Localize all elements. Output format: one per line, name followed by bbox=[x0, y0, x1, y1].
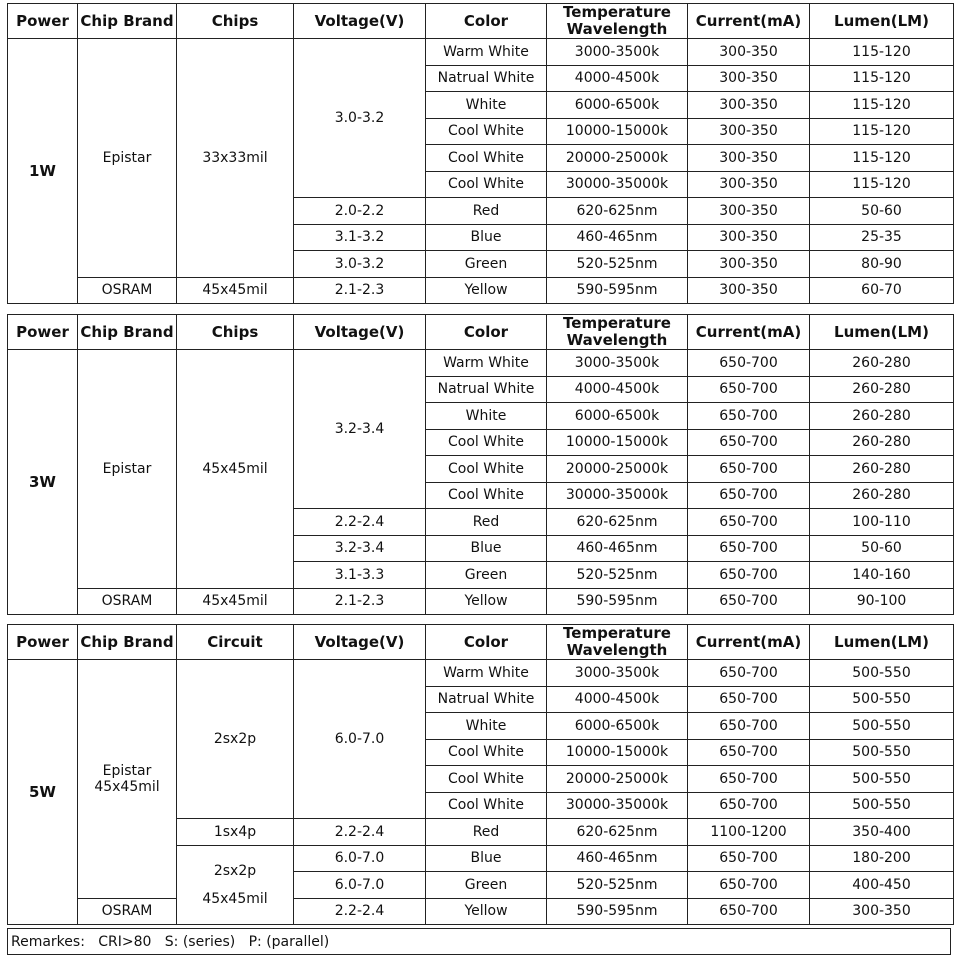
lumen-cell: 400-450 bbox=[810, 872, 954, 899]
color-cell: Natrual White bbox=[426, 376, 547, 403]
circuit-cell bbox=[177, 845, 294, 925]
header-voltage: Voltage(V) bbox=[294, 4, 426, 39]
voltage-cell: 3.1-3.2 bbox=[294, 224, 426, 251]
header-lumen: Lumen(LM) bbox=[810, 4, 954, 39]
header-chips: Chips bbox=[177, 315, 294, 350]
temp-cell: 3000-3500k bbox=[547, 350, 688, 377]
table-header-row bbox=[8, 625, 954, 660]
temp-cell: 30000-35000k bbox=[547, 792, 688, 819]
current-cell: 650-700 bbox=[688, 535, 810, 562]
lumen-cell: 100-110 bbox=[810, 509, 954, 536]
lumen-cell: 115-120 bbox=[810, 145, 954, 172]
lumen-cell: 80-90 bbox=[810, 251, 954, 278]
temp-cell: 590-595nm bbox=[547, 277, 688, 304]
current-cell: 650-700 bbox=[688, 686, 810, 713]
voltage-cell: 2.1-2.3 bbox=[294, 277, 426, 304]
remarks: Remarkes: CRI>80 S: (series) P: (parallel) bbox=[7, 928, 951, 955]
color-cell: Green bbox=[426, 562, 547, 589]
current-cell: 300-350 bbox=[688, 277, 810, 304]
table-header-row bbox=[8, 4, 954, 39]
lumen-cell: 350-400 bbox=[810, 819, 954, 846]
current-cell: 650-700 bbox=[688, 766, 810, 793]
voltage-cell: 3.2-3.4 bbox=[294, 350, 426, 509]
color-cell: Cool White bbox=[426, 145, 547, 172]
temp-cell: 620-625nm bbox=[547, 819, 688, 846]
current-cell: 650-700 bbox=[688, 403, 810, 430]
color-cell: Red bbox=[426, 509, 547, 536]
voltage-cell: 6.0-7.0 bbox=[294, 845, 426, 872]
lumen-cell: 260-280 bbox=[810, 376, 954, 403]
chips-cell: 33x33mil bbox=[177, 39, 294, 278]
current-cell: 300-350 bbox=[688, 39, 810, 66]
current-cell: 650-700 bbox=[688, 429, 810, 456]
chip-brand-size: 45x45mil bbox=[94, 778, 160, 795]
temp-cell: 20000-25000k bbox=[547, 766, 688, 793]
lumen-cell: 260-280 bbox=[810, 482, 954, 509]
header-color: Color bbox=[426, 315, 547, 350]
temp-cell: 4000-4500k bbox=[547, 376, 688, 403]
temp-cell: 460-465nm bbox=[547, 224, 688, 251]
color-cell: Cool White bbox=[426, 766, 547, 793]
current-cell: 650-700 bbox=[688, 588, 810, 615]
header-current: Current(mA) bbox=[688, 625, 810, 660]
lumen-cell: 115-120 bbox=[810, 118, 954, 145]
current-cell: 650-700 bbox=[688, 509, 810, 536]
temp-cell: 3000-3500k bbox=[547, 660, 688, 687]
chip-brand-cell: OSRAM bbox=[78, 277, 177, 304]
temp-cell: 520-525nm bbox=[547, 562, 688, 589]
color-cell: Green bbox=[426, 251, 547, 278]
color-cell: Yellow bbox=[426, 588, 547, 615]
lumen-cell: 260-280 bbox=[810, 403, 954, 430]
current-cell: 1100-1200 bbox=[688, 819, 810, 846]
color-cell: Natrual White bbox=[426, 686, 547, 713]
temp-cell: 460-465nm bbox=[547, 535, 688, 562]
power-cell: 3W bbox=[8, 350, 78, 615]
lumen-cell: 115-120 bbox=[810, 92, 954, 119]
color-cell: Cool White bbox=[426, 482, 547, 509]
lumen-cell: 260-280 bbox=[810, 429, 954, 456]
header-temperature: Temperature Wavelength bbox=[547, 315, 688, 350]
lumen-cell: 115-120 bbox=[810, 39, 954, 66]
voltage-cell: 6.0-7.0 bbox=[294, 872, 426, 899]
circuit-value: 2sx2p bbox=[213, 862, 257, 879]
current-cell: 650-700 bbox=[688, 739, 810, 766]
lumen-cell: 260-280 bbox=[810, 350, 954, 377]
current-cell: 650-700 bbox=[688, 350, 810, 377]
lumen-cell: 500-550 bbox=[810, 739, 954, 766]
temp-cell: 590-595nm bbox=[547, 898, 688, 925]
color-cell: Green bbox=[426, 872, 547, 899]
color-cell: Cool White bbox=[426, 171, 547, 198]
table-row bbox=[8, 277, 954, 304]
color-cell: Blue bbox=[426, 845, 547, 872]
header-color: Color bbox=[426, 4, 547, 39]
current-cell: 650-700 bbox=[688, 562, 810, 589]
voltage-cell: 3.0-3.2 bbox=[294, 251, 426, 278]
lumen-cell: 115-120 bbox=[810, 171, 954, 198]
voltage-cell: 2.2-2.4 bbox=[294, 509, 426, 536]
lumen-cell: 500-550 bbox=[810, 713, 954, 740]
voltage-cell: 2.2-2.4 bbox=[294, 819, 426, 846]
power-cell: 5W bbox=[8, 660, 78, 925]
voltage-cell: 3.1-3.3 bbox=[294, 562, 426, 589]
header-chip-brand: Chip Brand bbox=[78, 4, 177, 39]
header-voltage: Voltage(V) bbox=[294, 315, 426, 350]
lumen-cell: 50-60 bbox=[810, 535, 954, 562]
voltage-cell: 3.0-3.2 bbox=[294, 39, 426, 198]
voltage-cell: 6.0-7.0 bbox=[294, 660, 426, 819]
temp-cell: 620-625nm bbox=[547, 198, 688, 225]
current-cell: 650-700 bbox=[688, 660, 810, 687]
lumen-cell: 260-280 bbox=[810, 456, 954, 483]
temp-cell: 20000-25000k bbox=[547, 145, 688, 172]
temp-cell: 10000-15000k bbox=[547, 118, 688, 145]
header-power: Power bbox=[8, 315, 78, 350]
lumen-cell: 500-550 bbox=[810, 792, 954, 819]
color-cell: Warm White bbox=[426, 39, 547, 66]
lumen-cell: 90-100 bbox=[810, 588, 954, 615]
current-cell: 650-700 bbox=[688, 456, 810, 483]
current-cell: 650-700 bbox=[688, 713, 810, 740]
table-row bbox=[8, 350, 954, 377]
color-cell: Cool White bbox=[426, 739, 547, 766]
voltage-cell: 3.2-3.4 bbox=[294, 535, 426, 562]
chips-cell: 45x45mil bbox=[177, 350, 294, 589]
chip-brand-cell bbox=[78, 660, 177, 899]
current-cell: 300-350 bbox=[688, 118, 810, 145]
temp-cell: 590-595nm bbox=[547, 588, 688, 615]
current-cell: 300-350 bbox=[688, 224, 810, 251]
current-cell: 300-350 bbox=[688, 145, 810, 172]
current-cell: 300-350 bbox=[688, 171, 810, 198]
current-cell: 300-350 bbox=[688, 251, 810, 278]
color-cell: Blue bbox=[426, 535, 547, 562]
table-row bbox=[8, 898, 954, 925]
temp-cell: 10000-15000k bbox=[547, 429, 688, 456]
temp-cell: 520-525nm bbox=[547, 872, 688, 899]
current-cell: 300-350 bbox=[688, 92, 810, 119]
color-cell: White bbox=[426, 92, 547, 119]
lumen-cell: 115-120 bbox=[810, 65, 954, 92]
table-header-row bbox=[8, 315, 954, 350]
color-cell: Yellow bbox=[426, 898, 547, 925]
voltage-cell: 2.1-2.3 bbox=[294, 588, 426, 615]
chips-cell: 45x45mil bbox=[177, 277, 294, 304]
power-cell: 1W bbox=[8, 39, 78, 304]
lumen-cell: 500-550 bbox=[810, 686, 954, 713]
temp-cell: 6000-6500k bbox=[547, 92, 688, 119]
temp-cell: 20000-25000k bbox=[547, 456, 688, 483]
color-cell: Red bbox=[426, 198, 547, 225]
temp-cell: 520-525nm bbox=[547, 251, 688, 278]
lumen-cell: 140-160 bbox=[810, 562, 954, 589]
temp-cell: 10000-15000k bbox=[547, 739, 688, 766]
header-power: Power bbox=[8, 4, 78, 39]
spec-table-5w bbox=[7, 624, 954, 925]
temp-cell: 3000-3500k bbox=[547, 39, 688, 66]
header-chips: Chips bbox=[177, 4, 294, 39]
header-lumen: Lumen(LM) bbox=[810, 625, 954, 660]
lumen-cell: 60-70 bbox=[810, 277, 954, 304]
color-cell: Cool White bbox=[426, 429, 547, 456]
lumen-cell: 500-550 bbox=[810, 766, 954, 793]
header-power: Power bbox=[8, 625, 78, 660]
temp-cell: 30000-35000k bbox=[547, 482, 688, 509]
color-cell: Cool White bbox=[426, 792, 547, 819]
temp-cell: 6000-6500k bbox=[547, 403, 688, 430]
circuit-cell: 2sx2p bbox=[177, 660, 294, 819]
color-cell: Warm White bbox=[426, 350, 547, 377]
current-cell: 300-350 bbox=[688, 198, 810, 225]
lumen-cell: 25-35 bbox=[810, 224, 954, 251]
lumen-cell: 180-200 bbox=[810, 845, 954, 872]
current-cell: 300-350 bbox=[688, 65, 810, 92]
current-cell: 650-700 bbox=[688, 482, 810, 509]
color-cell: Blue bbox=[426, 224, 547, 251]
spec-table-3w bbox=[7, 314, 954, 615]
lumen-cell: 300-350 bbox=[810, 898, 954, 925]
chips-cell: 45x45mil bbox=[177, 588, 294, 615]
current-cell: 650-700 bbox=[688, 792, 810, 819]
color-cell: Warm White bbox=[426, 660, 547, 687]
current-cell: 650-700 bbox=[688, 845, 810, 872]
header-lumen: Lumen(LM) bbox=[810, 315, 954, 350]
temp-cell: 4000-4500k bbox=[547, 686, 688, 713]
lumen-cell: 50-60 bbox=[810, 198, 954, 225]
circuit-cell: 1sx4p bbox=[177, 819, 294, 846]
chip-brand-cell: OSRAM bbox=[78, 898, 177, 925]
header-voltage: Voltage(V) bbox=[294, 625, 426, 660]
table-row bbox=[8, 660, 954, 687]
header-chip-brand: Chip Brand bbox=[78, 315, 177, 350]
header-chip-brand: Chip Brand bbox=[78, 625, 177, 660]
current-cell: 650-700 bbox=[688, 898, 810, 925]
header-current: Current(mA) bbox=[688, 315, 810, 350]
color-cell: White bbox=[426, 713, 547, 740]
color-cell: Yellow bbox=[426, 277, 547, 304]
temp-cell: 460-465nm bbox=[547, 845, 688, 872]
temp-cell: 30000-35000k bbox=[547, 171, 688, 198]
chip-brand-cell: Epistar bbox=[78, 350, 177, 589]
color-cell: Red bbox=[426, 819, 547, 846]
color-cell: Cool White bbox=[426, 118, 547, 145]
header-temperature: Temperature Wavelength bbox=[547, 4, 688, 39]
header-circuit: Circuit bbox=[177, 625, 294, 660]
table-row bbox=[8, 39, 954, 66]
voltage-cell: 2.2-2.4 bbox=[294, 898, 426, 925]
voltage-cell: 2.0-2.2 bbox=[294, 198, 426, 225]
color-cell: Natrual White bbox=[426, 65, 547, 92]
header-temperature: Temperature Wavelength bbox=[547, 625, 688, 660]
chip-brand-cell: OSRAM bbox=[78, 588, 177, 615]
header-current: Current(mA) bbox=[688, 4, 810, 39]
temp-cell: 620-625nm bbox=[547, 509, 688, 536]
header-color: Color bbox=[426, 625, 547, 660]
spec-table-1w bbox=[7, 3, 954, 304]
lumen-cell: 500-550 bbox=[810, 660, 954, 687]
chip-brand-cell: Epistar bbox=[78, 39, 177, 278]
color-cell: White bbox=[426, 403, 547, 430]
temp-cell: 6000-6500k bbox=[547, 713, 688, 740]
table-row bbox=[8, 588, 954, 615]
current-cell: 650-700 bbox=[688, 872, 810, 899]
current-cell: 650-700 bbox=[688, 376, 810, 403]
temp-cell: 4000-4500k bbox=[547, 65, 688, 92]
chip-brand-name: Epistar bbox=[102, 762, 152, 779]
circuit-chip-size: 45x45mil bbox=[202, 890, 268, 907]
color-cell: Cool White bbox=[426, 456, 547, 483]
